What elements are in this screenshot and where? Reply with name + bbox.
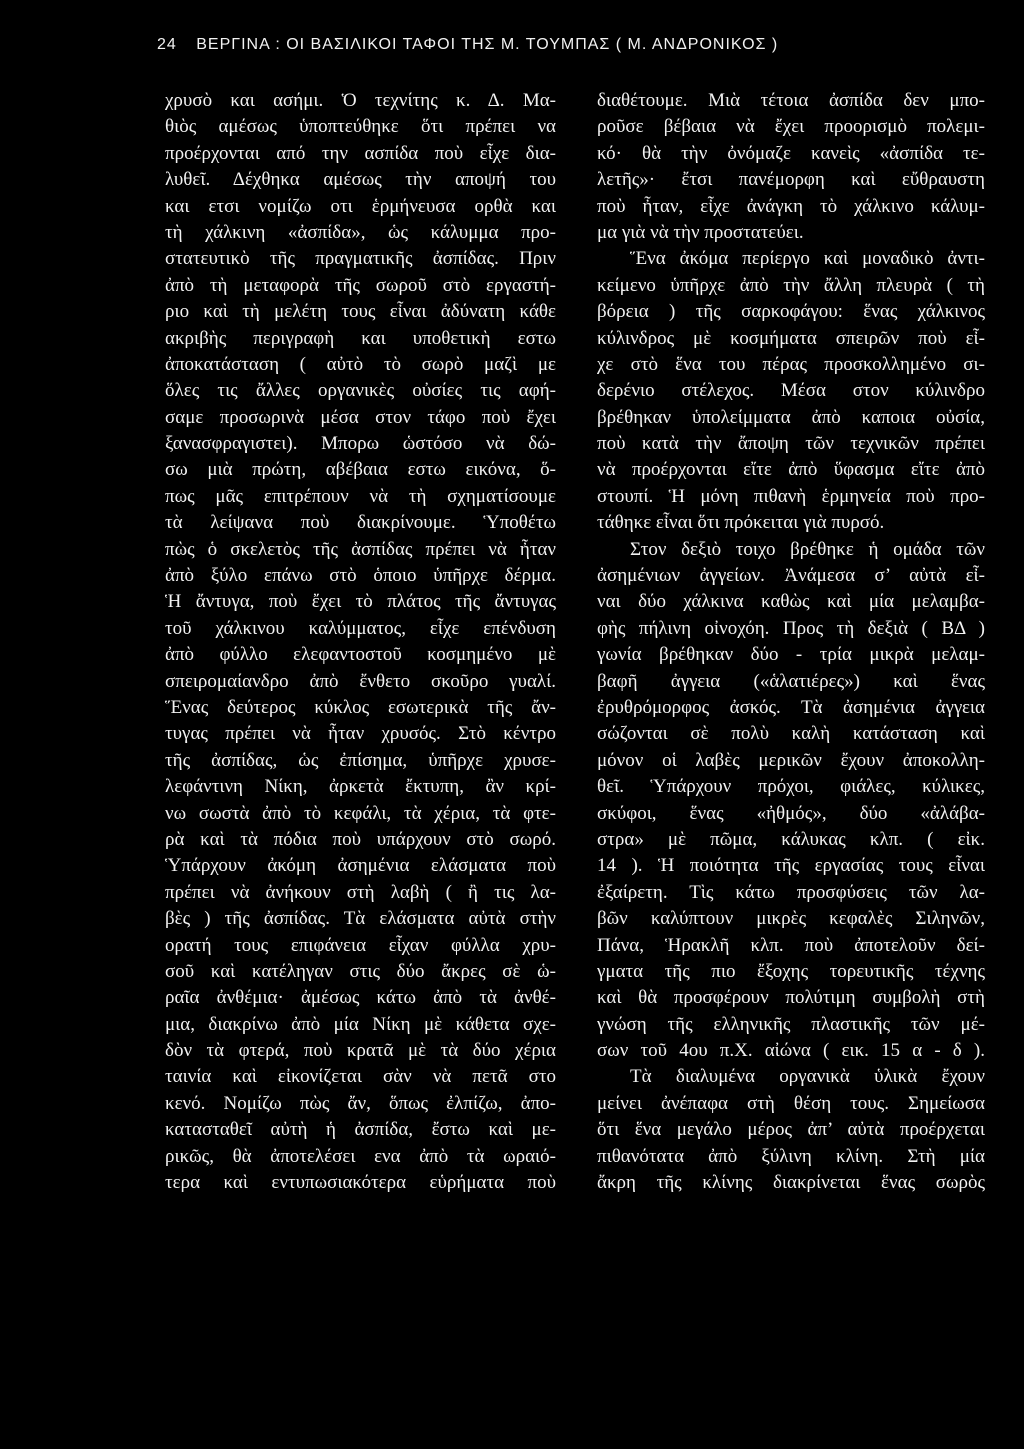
text-line: ριο καὶ τὴ μελέτη τους εἶναι ἀδύνατη κάθε [165,301,556,323]
page-number: 24 [157,36,177,53]
text-line: νὰ προέρχονται εἴτε ἀπὸ ὕφασμα εἴτε ἀπὸ [597,459,985,481]
text-line: ποὺ ἦταν, εἶχε ἀνάγκη τὸ χάλκινο κάλυμ- [597,195,985,217]
text-line: κό· θὰ τὴν ὀνόμαζε κανεὶς «ἀσπίδα τε- [597,142,985,164]
text-line: βὲς ) τῆς ἀσπίδας. Τὰ ελάσματα αὐτὰ στὴν [165,908,556,930]
text-line: ρικῶς, θὰ ἀποτελέσει ενα ἀπὸ τὰ ωραιό- [165,1145,556,1167]
text-line: θεῖ. Ὑπάρχουν πρόχοι, φιάλες, κύλικες, [597,776,985,798]
left-column [165,88,556,1196]
text-line: ρὰ καὶ τὰ πόδια ποὺ υπάρχουν στὸ σωρό. [165,828,556,850]
running-title: ΒΕΡΓΙΝΑ : ΟΙ ΒΑΣΙΛΙΚΟΙ ΤΑΦΟΙ ΤΗΣ Μ. ΤΟΥΜΠΑΣ ( Μ. ΑΝΔΡΟΝΙΚΟΣ ) [196,36,779,53]
text-line: ἐρυθρόμορφος ἀσκός. Τὰ ἀσημένια ἀγγεια [597,696,985,718]
text-line: διαθέτουμε. Μιὰ τέτοια ἀσπίδα δεν μπο- [597,90,985,111]
text-line: λυθεῖ. Δέχθηκα αμέσως τὴν αποψή του [165,169,556,191]
text-line: ξανασφραγιστει). Μπορω ὡστόσο νὰ δώ- [165,433,556,455]
text-line: πιθανότατα ἀπὸ ξύλινη κλίνη. Στὴ μία [597,1145,985,1167]
text-line: φὴς πήλινη οἰνοχόη. Προς τὴ δεξιὰ ( ΒΔ ) [597,617,985,639]
text-line: Ἡ ἄντυγα, ποὺ ἔχει τὸ πλάτος τῆς ἄντυγας [165,591,556,613]
text-line: μόνον οἱ λαβὲς μερικῶν ἔχουν ἀποκολλη- [597,749,985,771]
text-line: και ετσι νομίζω οτι ἑρμήνευσα ορθὰ και [165,195,556,217]
text-line: χρυσὸ και ασήμι. Ὁ τεχνίτης κ. Δ. Μα- [165,90,556,111]
text-line: πρέπει νὰ ἀνήκουν στὴ λαβὴ ( ἢ τις λα- [165,881,556,903]
text-line: θιὸς αμέσως ὑποπτεύθηκε ὅτι πρέπει να [165,116,556,138]
text-line: ακριβὴς περιγραφὴ και υποθετικὴ εστω [165,327,556,349]
text-line: στρα» μὲ πῶμα, κάλυκας κλπ. ( εἰκ. [597,828,985,850]
text-line: γνώση τῆς ελληνικῆς πλαστικῆς τῶν μέ- [597,1013,985,1035]
text-line: βαφῆ ἀγγεια («ἁλατιέρες») καὶ ἕνας [597,670,985,692]
text-line: βρέθηκαν ὑπολείμματα ἀπὸ καποια οὐσία, [597,406,985,428]
text-line: σω μιὰ πρώτη, αβέβαια εστω εικόνα, ὅ- [165,459,556,481]
text-line: ταινία καὶ εἰκονίζεται σὰν νὰ πετᾶ στο [165,1066,556,1088]
text-line: 14 ). Ἡ ποιότητα τῆς εργασίας τους εἶναι [597,855,985,877]
text-line: δερένιο στέλεχος. Μέσα στον κύλινδρο [597,380,985,402]
text-line: τυγας πρέπει νὰ ἦταν χρυσός. Στὸ κέντρο [165,723,556,745]
text-line: ἄκρη τῆς κλίνης διακρίνεται ἕνας σωρὸς [597,1172,985,1194]
text-line: ἀσημένιων ἀγγείων. Ἀνάμεσα σ’ αὐτὰ εἶ- [597,565,985,587]
text-line: Ὑπάρχουν ἀκόμη ἀσημένια ελάσματα ποὺ [165,855,556,877]
text-line: σαμε προσωρινὰ μέσα στον τάφο ποὺ ἔχει [165,406,556,428]
right-column [597,88,985,1196]
paragraph-end-line: μα γιὰ νὰ τὴν προστατεύει. [597,221,804,243]
text-line: κύλινδρος μὲ κοσμήματα σπειρῶν ποὺ εἶ- [597,327,985,349]
text-line: ἀποκατάσταση ( αὐτὸ τὸ σωρὸ μαζὶ με [165,353,556,375]
text-line: κατασταθεῖ αὐτὴ ἡ ἀσπίδα, ἔστω καὶ με- [165,1119,556,1141]
text-line: στατευτικὸ τῆς πραγματικῆς ἀσπίδας. Πριν [165,248,556,270]
text-line: Ἕνας δεύτερος κύκλος εσωτερικὰ τῆς ἄν- [165,696,556,718]
text-line: γματα τῆς πιο ἔξοχης τορευτικῆς τέχνης [597,960,985,982]
text-line: σκύφοι, ἕνας «ἠθμός», δύο «ἀλάβα- [597,802,985,824]
paragraph-start-line: Τὰ διαλυμένα οργανικὰ ὑλικὰ ἔχουν [630,1066,985,1088]
text-line: σώζονται σὲ πολὺ καλὴ κατάσταση καὶ [597,723,985,745]
text-line: νω σωστὰ ἀπὸ τὸ κεφάλι, τὰ χέρια, τὰ φτε- [165,802,556,824]
text-line: γωνία βρέθηκαν δύο - τρία μικρὰ μελαμ- [597,644,985,666]
paragraph-start-line: Στον δεξιὸ τοιχο βρέθηκε ἡ ομάδα τῶν [630,538,985,560]
text-line: ναι δύο χάλκινα καθὼς καὶ μία μελαμβα- [597,591,985,613]
text-line: σοῦ καὶ κατέληγαν στις δύο ἄκρες σὲ ὡ- [165,960,556,982]
text-line: σπειρομαίανδρο ἀπὸ ἔνθετο σκοῦρο γυαλί. [165,670,556,692]
paragraph-start-line: Ἕνα ἀκόμα περίεργο καὶ μοναδικὸ ἀντι- [630,248,985,270]
text-line: βῶν καλύπτουν μικρὲς κεφαλὲς Σιληνῶν, [597,908,985,930]
text-line: ορατή τους επιφάνεια εἶχαν φύλλα χρυ- [165,934,556,956]
text-line: ἀπὸ ξύλο επάνω στὸ ὁποιο ὑπῆρχε δέρμα. [165,565,556,587]
text-line: πὼς ὁ σκελετὸς τῆς ἀσπίδας πρέπει νὰ ἦταν [165,538,556,560]
text-line: ποὺ κατὰ τὴν ἄποψη τῶν τεχνικῶν πρέπει [597,433,985,455]
text-line: μια, διακρίνω ἀπὸ μία Νίκη μὲ κάθετα σχε- [165,1013,556,1035]
text-line: λεφάντινη Νίκη, ἀρκετὰ ἔκτυπη, ἂν κρί- [165,776,556,798]
text-line: κενό. Νομίζω πὼς ἄν, ὅπως ἐλπίζω, ἀπο- [165,1092,556,1114]
text-line: ραῖα ἀνθέμια· ἀμέσως κάτω ἀπὸ τὰ ἀνθέ- [165,987,556,1009]
text-line: βόρεια ) τῆς σαρκοφάγου: ἕνας χάλκινος [597,301,985,323]
text-line: τῆς ἀσπίδας, ὡς ἐπίσημα, ὑπῆρχε χρυσε- [165,749,556,771]
text-line: τερα καὶ εντυπωσιακότερα εὑρήματα ποὺ [165,1172,556,1194]
text-line: ἀπὸ φύλλο ελεφαντοστοῦ κοσμημένο μὲ [165,644,556,666]
text-line: τὰ λείψανα ποὺ διακρίνουμε. Ὑποθέτω [165,512,556,534]
paragraph-end-line: τάθηκε εἶναι ὅτι πρόκειται γιὰ πυρσό. [597,512,885,534]
text-line: χε στὸ ἕνα του πέρας προσκολλημένο σι- [597,353,985,375]
text-line: ὅτι ἕνα μεγάλο μέρος ἀπ’ αὐτὰ προέρχεται [597,1119,985,1141]
text-line: στουπί. Ἡ μόνη πιθανὴ ἑρμηνεία ποὺ προ- [597,485,985,507]
text-line: ἐξαίρετη. Τὶς κάτω προσφύσεις τῶν λα- [597,881,985,903]
text-line: τοῦ χάλκινου καλύμματος, εἶχε επένδυση [165,617,556,639]
text-line: ροῦσε βέβαια νὰ ἔχει προορισμὸ πολεμι- [597,116,985,138]
text-line: δὸν τὰ φτερά, ποὺ κρατᾶ μὲ τὰ δύο χέρια [165,1040,556,1062]
text-line: πως μᾶς επιτρέπουν νὰ τὴ σχηματίσουμε [165,485,556,507]
text-line: λετῆς»· ἔτσι πανέμορφη καὶ εὔθραυστη [597,169,985,191]
text-line: τὴ χάλκινη «ἀσπίδα», ὡς κάλυμμα προ- [165,221,556,243]
text-line: σων τοῦ 4ου π.Χ. αἰώνα ( εικ. 15 α - δ ). [597,1040,985,1062]
text-line: κείμενο ὑπῆρχε ἀπὸ τὴν ἄλλη πλευρὰ ( τὴ [597,274,985,296]
text-line: ὅλες τις ἄλλες οργανικὲς οὐσίες τις αφή- [165,380,556,402]
running-header [157,35,778,55]
text-line: ἀπὸ τὴ μεταφορὰ τῆς σωροῦ στὸ εργαστή- [165,274,556,296]
text-line: προέρχονται από την ασπίδα ποὺ εἶχε δια- [165,142,556,164]
text-line: Πάνα, Ἡρακλῆ κλπ. ποὺ ἀποτελοῦν δεί- [597,934,985,956]
text-line: καὶ θὰ προσφέρουν πολύτιμη συμβολὴ στὴ [597,987,985,1009]
text-line: μείνει ἀνέπαφα στὴ θέση τους. Σημείωσα [597,1092,985,1114]
